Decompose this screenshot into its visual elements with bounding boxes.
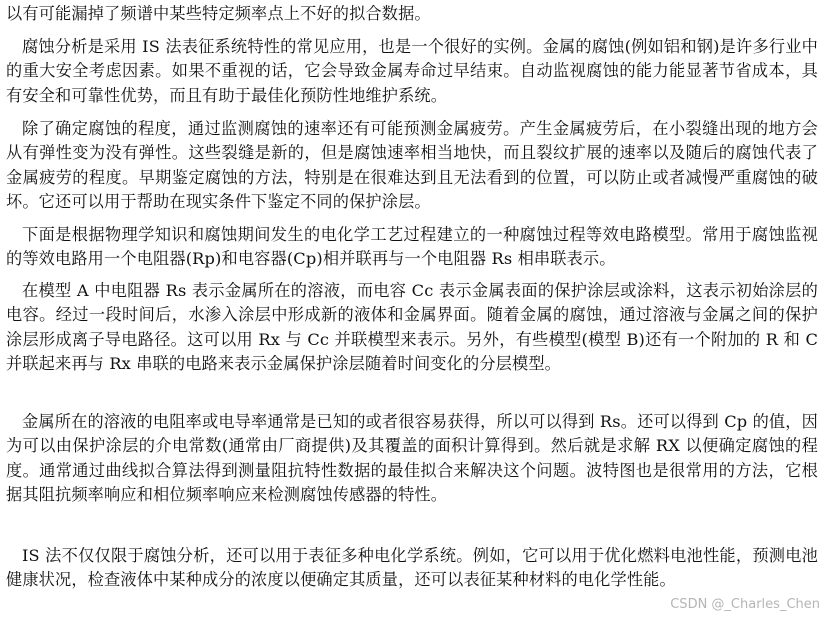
paragraph-corrosion-intro: 腐蚀分析是采用 IS 法表征系统特性的常见应用，也是一个很好的实例。金属的腐蚀(例如铝和钢)是许多行业中的重大安全考虑因素。如果不重视的话，它会导致金属寿命过早结束。自动监视腐蚀的能力能显著节省成本，具有安全和可靠性优势，而且有助于最佳化预防性地维护系统。 [6,37,818,105]
paragraph-solution-resistivity: 金属所在的溶液的电阻率或电导率通常是已知的或者很容易获得，所以可以得到 Rs。还可以得到 Cp 的值，因为可以由保护涂层的介电常数(通常由厂商提供)及其覆盖的面积计算得到。然后就是求解 RX 以便确定腐蚀的程度。通常通过曲线拟合算法得到测量阻抗特性数据的最佳拟合来解决这个问题。波特图也是很常用的方法，它根据其阻抗频率响应和相位频率响应来检测腐蚀传感器的特性。 [6,412,818,504]
paragraph-continuation: 以有可能漏掉了频谱中某些特定频率点上不好的拟合数据。 [6,4,431,23]
paragraph-is-method: IS 法不仅仅限于腐蚀分析，还可以用于表征多种电化学系统。例如，它可以用于优化燃料电池性能，预测电池健康状况，检查液体中某种成分的浓度以便确定其质量，还可以表征某种材料的电化学性能。 [6,546,818,590]
paragraph-model-a: 在模型 A 中电阻器 Rs 表示金属所在的溶液，而电容 Cc 表示金属表面的保护涂层或涂料，这表示初始涂层的电容。经过一段时间后，水渗入涂层中形成新的液体和金属界面。随着金属的腐蚀，通过溶液与金属之间的保护涂层形成离子导电路径。这可以用 Rx 与 Cc 并联模型来表示。另外，有些模型(模型 B)还有一个附加的 R 和 C 并联起来再与 Rx 串联的电路来表示金属保护涂层随着时间变化的分层模型。 [6,281,818,373]
paragraph-equivalent-circuit: 下面是根据物理学知识和腐蚀期间发生的电化学工艺过程建立的一种腐蚀过程等效电路模型。常用于腐蚀监视的等效电路用一个电阻器(Rp)和电容器(Cp)相并联再与一个电阻器 Rs 相串联表示。 [6,225,818,269]
csdn-watermark: CSDN @_Charles_Chen [670,597,820,612]
paragraph-metal-fatigue: 除了确定腐蚀的程度，通过监测腐蚀的速率还有可能预测金属疲劳。产生金属疲劳后，在小裂缝出现的地方会从有弹性变为没有弹性。这些裂缝是新的，但是腐蚀速率相当地快，而且裂纹扩展的速率以及随后的腐蚀代表了金属疲劳的程度。早期鉴定腐蚀的方法，特别是在很难达到且无法看到的位置，可以防止或者减慢严重腐蚀的破坏。它还可以用于帮助在现实条件下鉴定不同的保护涂层。 [6,119,818,211]
